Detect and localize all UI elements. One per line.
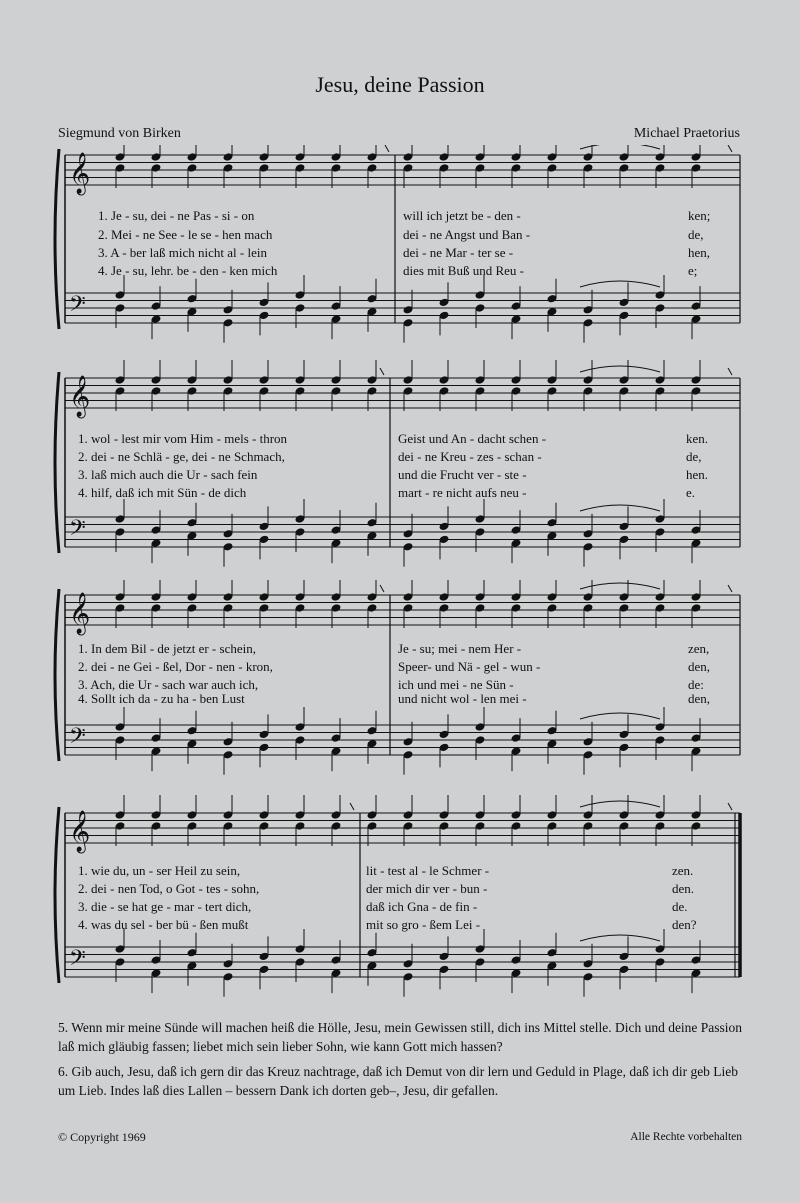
bass-clef-icon: 𝄢 [69, 292, 86, 322]
lyric-ending: zen. [672, 863, 694, 878]
breath-mark [728, 803, 732, 810]
lyric-line: 3. A - ber laß mich nicht al - lein [98, 245, 267, 260]
lyric-ending: hen, [688, 245, 711, 260]
lyric-line: 2. dei - ne Gei - ßel, Dor - nen - kron, [78, 659, 273, 674]
lyric-line: will ich jetzt be - den - [403, 208, 521, 223]
lyric-line: 2. Mei - ne See - le se - hen mach [98, 227, 273, 242]
treble-clef-icon: 𝄞 [69, 811, 91, 852]
lyric-ending: den. [672, 881, 695, 896]
brace-bracket [55, 372, 59, 553]
lyric-line: 4. hilf, daß ich mit Sün - de dich [78, 485, 247, 500]
verse-6: 6. Gib auch, Jesu, daß ich gern dir das Kreuz nachtrage, daß ich Demut von dir lern und Geduld in Plage, daß ich dir geb Lieb um Lieb. Indes laß dies Lallen – bessern Dank ich dorten geb–, Jesu, dir gefallen. [58, 1064, 739, 1098]
lyric-line: lit - test al - le Schmer - [366, 863, 490, 878]
hymn-title: Jesu, deine Passion [315, 72, 485, 97]
lyric-line: 1. wie du, un - ser Heil zu sein, [78, 863, 241, 878]
breath-mark [385, 145, 389, 152]
lyric-ending: hen. [686, 467, 709, 482]
lyric-line: 4. Sollt ich da - zu ha - ben Lust [78, 691, 245, 706]
lyric-line: Geist und An - dacht schen - [398, 431, 547, 446]
brace-bracket [55, 807, 59, 983]
music-system-2 [0, 360, 800, 580]
lyric-ending: ken. [686, 431, 709, 446]
lyric-ending: de, [688, 227, 704, 242]
tie [580, 505, 660, 511]
lyric-line: Je - su; mei - nem Her - [398, 641, 522, 656]
lyric-line: daß ich Gna - de fin - [366, 899, 478, 914]
lyric-line: Speer- und Nä - gel - wun - [398, 659, 541, 674]
lyric-line: 4. Je - su, lehr. be - den - ken mich [98, 263, 278, 278]
rights-notice: Alle Rechte vorbehalten [630, 1131, 742, 1143]
copyright-notice: © Copyright 1969 [58, 1130, 146, 1144]
breath-mark [728, 585, 732, 592]
breath-mark [728, 368, 732, 375]
music-system-1 [0, 145, 800, 365]
lyric-line: mart - re nicht aufs neu - [398, 485, 527, 500]
treble-clef-icon: 𝄞 [69, 376, 91, 417]
lyric-line: 2. dei - nen Tod, o Got - tes - sohn, [78, 881, 260, 896]
tie [580, 713, 660, 719]
bass-clef-icon: 𝄢 [69, 946, 86, 976]
lyric-line: dies mit Buß und Reu - [403, 263, 524, 278]
treble-clef-icon: 𝄞 [69, 593, 91, 634]
lyric-ending: de, [686, 449, 702, 464]
lyric-line: dei - ne Angst und Ban - [403, 227, 531, 242]
lyric-ending: e. [686, 485, 696, 500]
lyric-line: 1. wol - lest mir vom Him - mels - thron [78, 431, 288, 446]
lyric-ending: den, [688, 691, 711, 706]
breath-mark [380, 368, 384, 375]
lyric-line: 3. Ach, die Ur - sach war auch ich, [78, 677, 259, 692]
tie [580, 281, 660, 287]
music-system-3 [0, 580, 800, 800]
lyric-line: dei - ne Kreu - zes - schan - [398, 449, 542, 464]
bass-clef-icon: 𝄢 [69, 724, 86, 754]
lyric-line: dei - ne Mar - ter se - [403, 245, 514, 260]
treble-clef-icon: 𝄞 [69, 153, 91, 194]
lyric-line: 4. was du sel - ber bü - ßen mußt [78, 917, 249, 932]
verse-5: 5. Wenn mir meine Sünde will machen heiß die Hölle, Jesu, mein Gewissen still, dich ins Mittel stelle. Dich und deine Passion laß mich gläubig fassen; liebet mich sein lieber Sohn, wie kann Gott mich hassen? [58, 1020, 743, 1054]
lyric-line: 1. In dem Bil - de jetzt er - schein, [78, 641, 256, 656]
lyric-line: und nicht wol - len mei - [398, 691, 527, 706]
lyric-ending: de. [672, 899, 688, 914]
lyric-line: 3. die - se hat ge - mar - tert dich, [78, 899, 252, 914]
lyric-ending: den? [672, 917, 697, 932]
lyric-ending: den, [688, 659, 711, 674]
lyric-line: mit so gro - ßem Lei - [366, 917, 481, 932]
additional-verses [58, 1018, 748, 1106]
lyric-line: 2. dei - ne Schlä - ge, dei - ne Schmach, [78, 449, 285, 464]
lyric-line: 3. laß mich auch die Ur - sach fein [78, 467, 258, 482]
breath-mark [380, 585, 384, 592]
bass-clef-icon: 𝄢 [69, 516, 86, 546]
brace-bracket [55, 149, 59, 329]
breath-mark [728, 145, 732, 152]
breath-mark [350, 803, 354, 810]
lyric-line: der mich dir ver - bun - [366, 881, 488, 896]
brace-bracket [55, 589, 59, 761]
tie [580, 935, 660, 941]
poet-credit: Siegmund von Birken [58, 126, 181, 141]
lyric-line: und die Frucht ver - ste - [398, 467, 527, 482]
lyric-ending: e; [688, 263, 698, 278]
lyric-ending: de: [688, 677, 704, 692]
music-system-4 [0, 795, 800, 1015]
lyric-ending: zen, [688, 641, 710, 656]
lyric-line: 1. Je - su, dei - ne Pas - si - on [98, 208, 255, 223]
composer-credit: Michael Praetorius [633, 126, 740, 141]
lyric-ending: ken; [688, 208, 711, 223]
lyric-line: ich und mei - ne Sün - [398, 677, 514, 692]
